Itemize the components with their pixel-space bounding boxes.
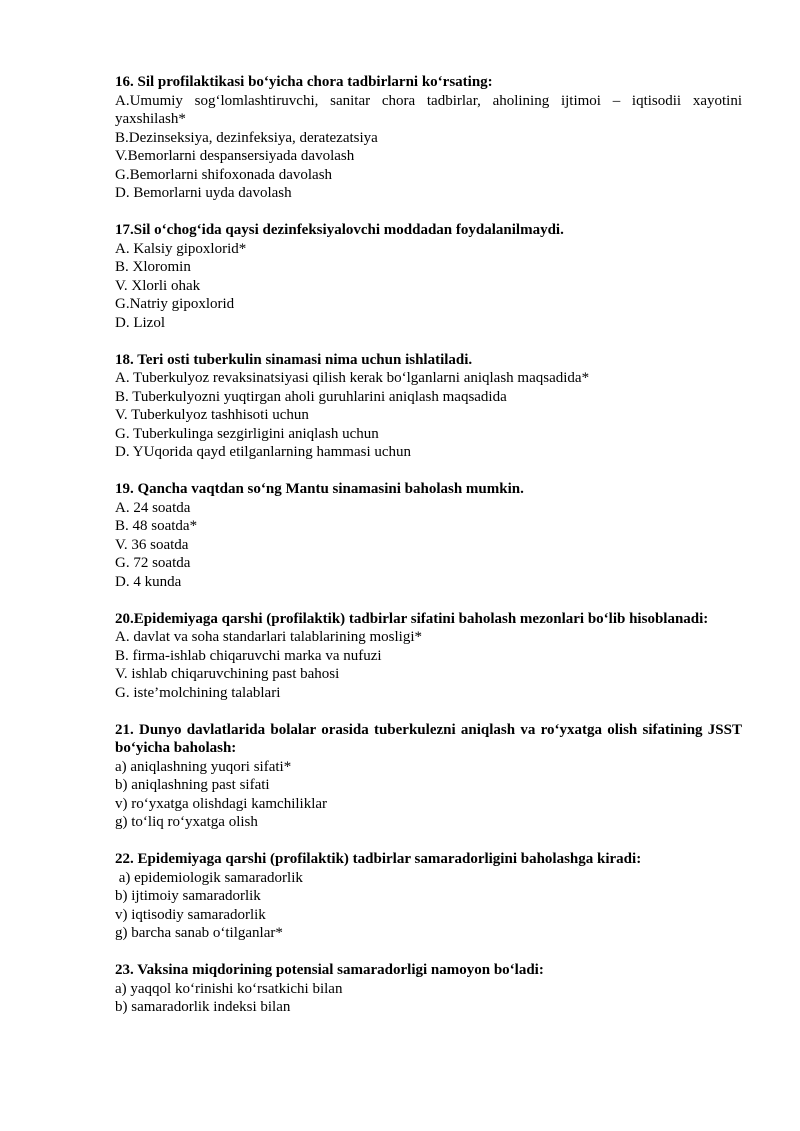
- question-23: [115, 961, 742, 1017]
- answer-option: V. Xlorli ohak: [115, 277, 201, 294]
- question-title: 23. Vaksina miqdorining potensial samaradorligi namoyon bo‘ladi:: [115, 962, 544, 978]
- answer-option: B. Tuberkulyozni yuqtirgan aholi guruhlarini aniqlash maqsadida: [115, 388, 507, 405]
- answer-option: A.Umumiy sog‘lomlashtiruvchi, sanitar chora tadbirlar, aholining ijtimoi – iqtisodii xayotini yaxshilash*: [115, 92, 742, 127]
- answer-option: D. Lizol: [115, 314, 165, 331]
- answer-option: g) barcha sanab o‘tilganlar*: [115, 925, 283, 941]
- answer-option: b) ijtimoiy samaradorlik: [115, 888, 261, 904]
- answer-option: G. Tuberkulinga sezgirligini aniqlash uchun: [115, 425, 379, 442]
- question-20: [115, 610, 742, 703]
- question-title: 20.Epidemiyaga qarshi (profilaktik) tadbirlar sifatini baholash mezonlari bo‘lib hisoblanadi:: [115, 610, 709, 627]
- answer-option: A. davlat va soha standarlari talablarining mosligi*: [115, 629, 423, 645]
- answer-option: b) samaradorlik indeksi bilan: [115, 999, 291, 1015]
- answer-option: V. 36 soatda: [115, 536, 189, 553]
- question-19: [115, 480, 742, 591]
- answer-option: B. 48 soatda*: [115, 518, 198, 534]
- answer-option: G.Bemorlarni shifoxonada davolash: [115, 166, 333, 183]
- answer-option: B. firma-ishlab chiqaruvchi marka va nufuzi: [115, 647, 382, 664]
- answer-option: A. Tuberkulyoz revaksinatsiyasi qilish kerak bo‘lganlarni aniqlash maqsadida*: [115, 370, 590, 386]
- question-title: 18. Teri osti tuberkulin sinamasi nima uchun ishlatiladi.: [115, 351, 473, 368]
- document-page: [115, 73, 742, 1035]
- question-title: 16. Sil profilaktikasi bo‘yicha chora tadbirlarni ko‘rsating:: [115, 74, 493, 90]
- answer-option: v) iqtisodiy samaradorlik: [115, 906, 266, 923]
- answer-option: G. iste’molchining talablari: [115, 684, 281, 701]
- answer-option: b) aniqlashning past sifati: [115, 777, 270, 793]
- answer-option: D. 4 kunda: [115, 573, 182, 590]
- answer-option: a) aniqlashning yuqori sifati*: [115, 758, 292, 775]
- question-18: [115, 351, 742, 462]
- answer-option: a) yaqqol ko‘rinishi ko‘rsatkichi bilan: [115, 980, 343, 997]
- answer-option: B.Dezinseksiya, dezinfeksiya, deratezatsiya: [115, 129, 378, 146]
- answer-option: v) ro‘yxatga olishdagi kamchiliklar: [115, 795, 328, 812]
- answer-option: V.Bemorlarni despansersiyada davolash: [115, 148, 355, 164]
- question-title: 19. Qancha vaqtdan so‘ng Mantu sinamasini baholash mumkin.: [115, 481, 524, 497]
- answer-option: V. Tuberkulyoz tashhisoti uchun: [115, 407, 309, 423]
- answer-option: A. 24 soatda: [115, 499, 191, 516]
- answer-option: A. Kalsiy gipoxlorid*: [115, 240, 247, 257]
- answer-option: D. Bemorlarni uyda davolash: [115, 185, 292, 201]
- question-title: 22. Epidemiyaga qarshi (profilaktik) tadbirlar samaradorligini baholashga kiradi:: [115, 851, 642, 867]
- answer-option: g) to‘liq ro‘yxatga olish: [115, 814, 258, 830]
- answer-option: V. ishlab chiqaruvchining past bahosi: [115, 666, 340, 682]
- answer-option: a) epidemiologik samaradorlik: [115, 869, 303, 886]
- question-16: [115, 73, 742, 203]
- answer-option: G.Natriy gipoxlorid: [115, 296, 235, 312]
- answer-option: G. 72 soatda: [115, 555, 191, 571]
- question-22: [115, 850, 742, 943]
- question-title: 21. Dunyo davlatlarida bolalar orasida tuberkulezni aniqlash va ro‘yxatga olish sifatining JSST bo‘yicha baholash:: [115, 721, 742, 756]
- question-17: [115, 221, 742, 332]
- question-title: 17.Sil o‘chog‘ida qaysi dezinfeksiyalovchi moddadan foydalanilmaydi.: [115, 222, 564, 238]
- answer-option: B. Xloromin: [115, 259, 191, 275]
- question-21: [115, 721, 742, 832]
- answer-option: D. YUqorida qayd etilganlarning hammasi uchun: [115, 444, 412, 460]
